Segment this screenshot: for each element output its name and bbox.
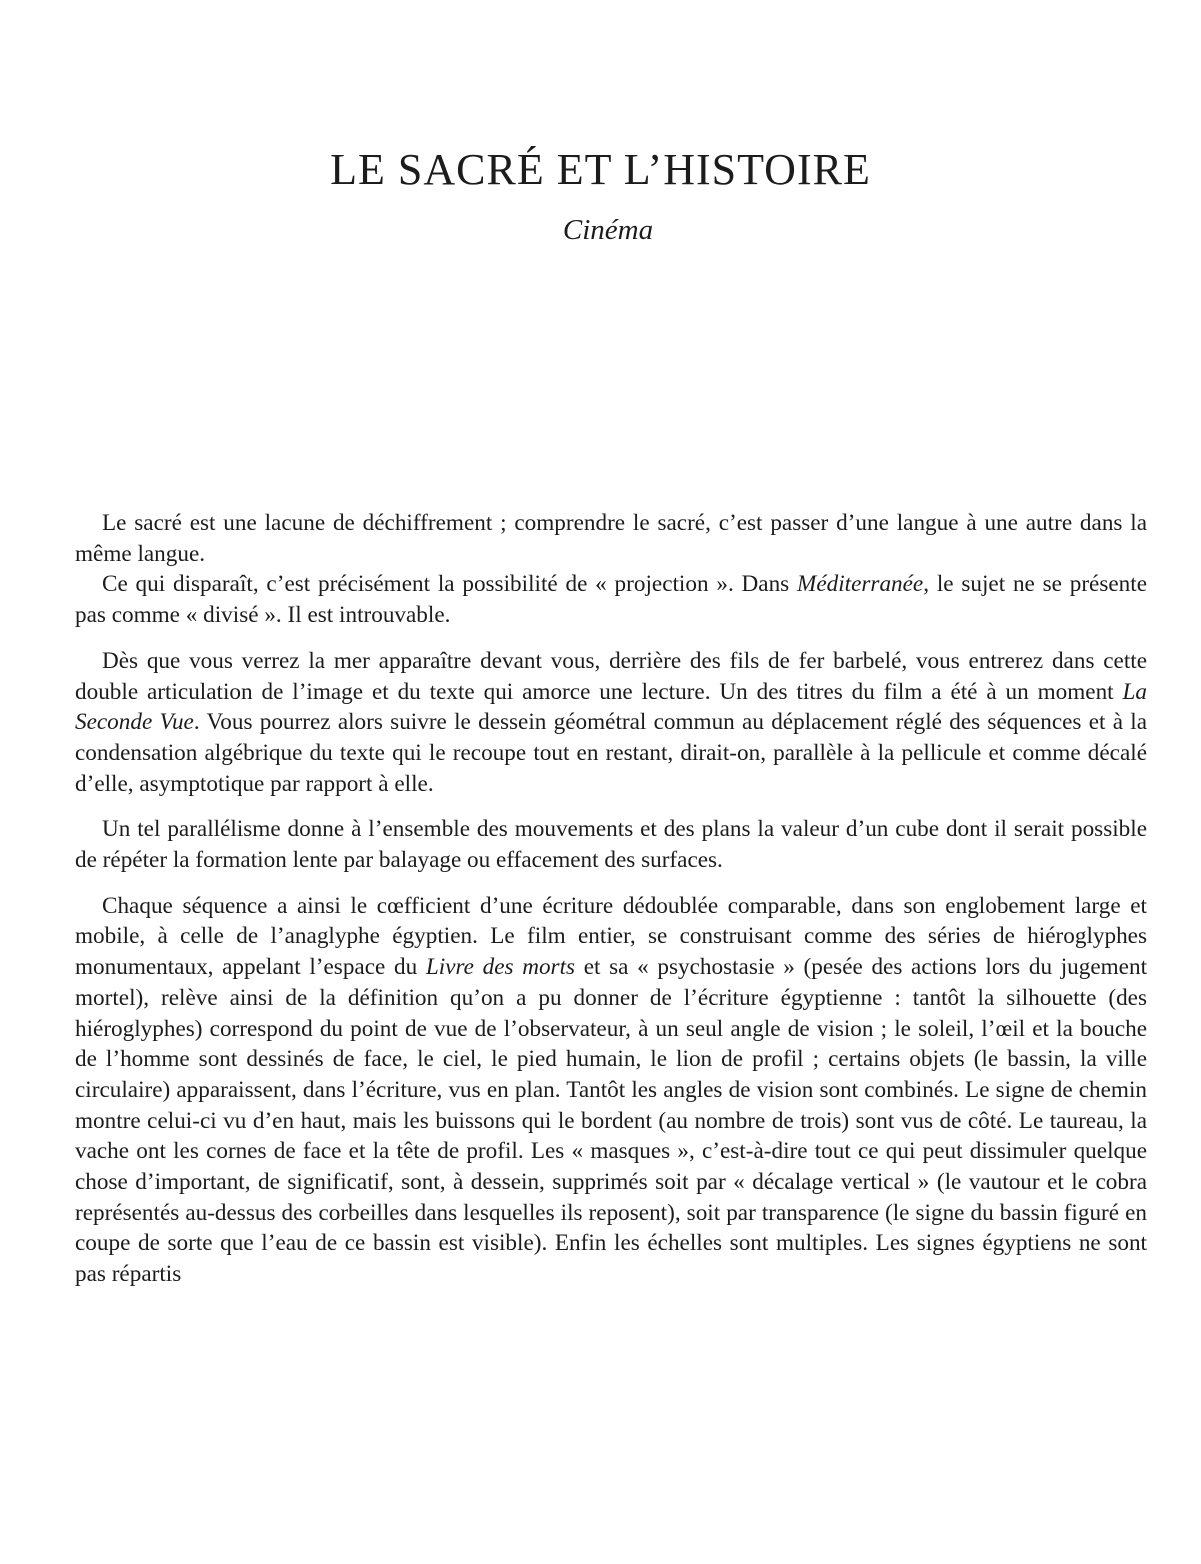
body-text [75,508,1147,1290]
paragraph-text: Le sacré est une lacune de déchiffrement ; comprendre le sacré, c’est passer d’une langue à une autre dans la même langue. [75,510,1147,567]
film-title-italic: Méditerranée [797,571,924,598]
paragraph-1 [75,508,1147,569]
paragraph-text: Ce qui disparaît, c’est précisément la possibilité de « projection ». Dans [102,571,798,598]
film-title-italic: La Seconde Vue [75,678,1147,736]
paragraph-3 [75,646,1147,800]
paragraph-2 [75,569,1147,630]
paragraph-5 [75,891,1147,1290]
paragraph-text: Chaque séquence a ainsi le cœfficient d’une écriture dédoublée comparable, dans son englobement large et mobile, à celle de l’anaglyphe égyptien. Le film entier, se construisant comme des séries de hiéroglyphes monumentaux, appelant l’espace du [75,892,1147,981]
book-title-italic: Livre des morts [425,954,576,981]
paragraph-text: Un tel parallélisme donne à l’ensemble des mouvements et des plans la valeur d’un cube dont il serait possible de répéter la formation lente par balayage ou effacement des surfaces. [75,816,1147,874]
page-title: LE SACRÉ ET L’HISTOIRE [330,145,871,194]
page-subtitle: Cinéma [562,214,654,246]
paragraph-text: et sa « psychostasie » (pesée des actions lors du jugement mortel), relève ainsi de la définition qu’on a pu donner de l’écriture égyptienne : tantôt la silhouette (des hiéroglyphes) correspond du point de vue de l’observateur, à un seul angle de vision ; le soleil, l’œil et la bouche de l’homme sont dessinés de face, le ciel, le pied humain, le lion de profil ; certains objets (le bassin, la ville circulaire) apparaissent, dans l’écriture, vus en plan. Tantôt les angles de vision sont combinés. Le signe de chemin montre celui-ci vu d’en haut, mais les buissons qui le bordent (au nombre de trois) sont vus de côté. Le taureau, la vache ont les cornes de face et la tête de profil. Les « masques », c’est-à-dire tout ce qui peut dissimuler quelque chose d’important, de significatif, sont, à dessein, supprimés soit par « décalage vertical » (le vautour et le cobra représentés au-dessus des corbeilles dans lesquelles ils reposent), soit par transparence (le signe du bassin figuré en coupe de sorte que l’eau de ce bassin est visible). Enfin les échelles sont multiples. Les signes égyptiens ne sont pas répartis [75,954,1148,1288]
paragraph-text: , le sujet ne se présente pas comme « divisé ». Il est introuvable. [75,571,1147,629]
paragraph-text: . Vous pourrez alors suivre le dessein géométral commun au déplacement réglé des séquences et à la condensation algébrique du texte qui le recoupe tout en restant, dirait-on, parallèle à la pellicule et comme décalé d’elle, asymptotique par rapport à elle. [75,709,1147,797]
paragraph-4 [75,814,1147,875]
paragraph-text: Dès que vous verrez la mer apparaître devant vous, derrière des fils de fer barbelé, vous entrerez dans cette double articulation de l’image et du texte qui amorce une lecture. Un des titres du film a été à un moment [75,647,1147,705]
